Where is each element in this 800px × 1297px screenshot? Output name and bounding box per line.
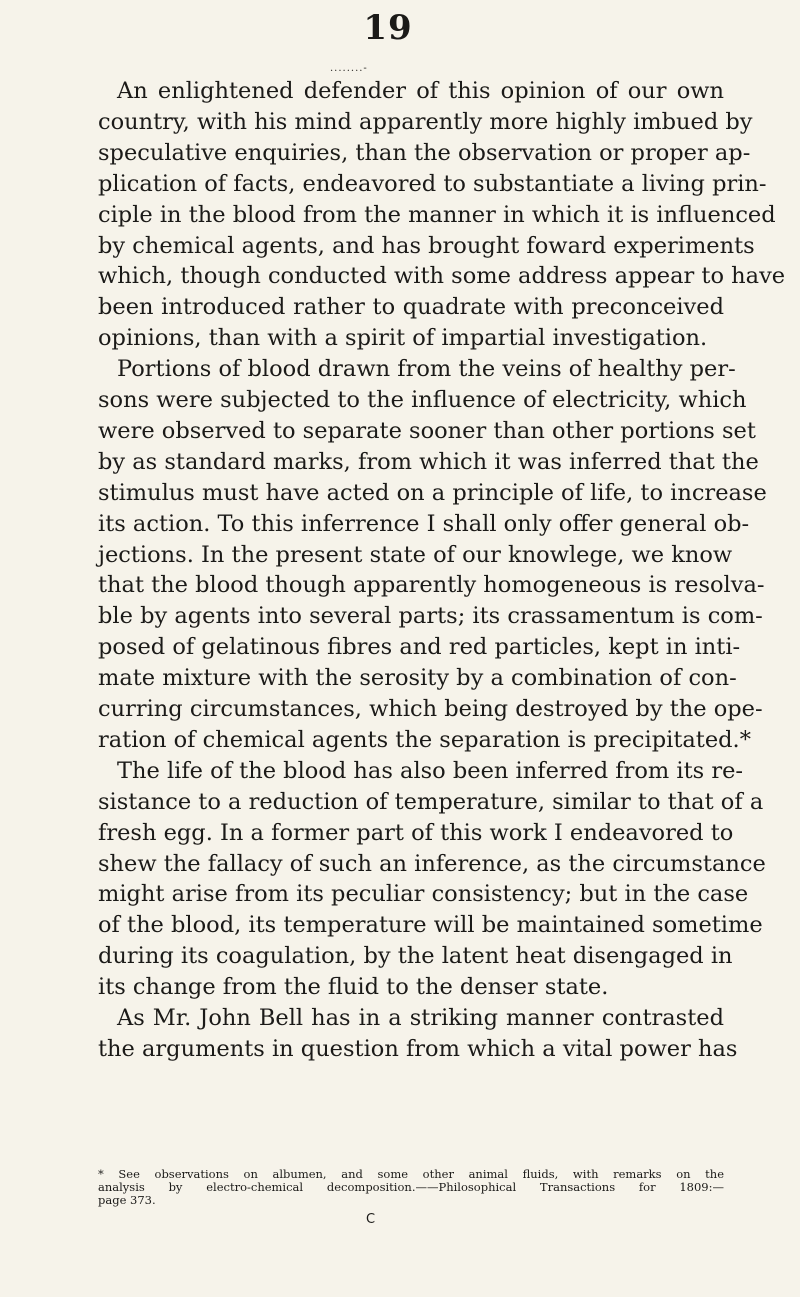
text-line: were observed to separate sooner than other portions set <box>98 417 756 444</box>
text-line: ciple in the blood from the manner in which it is influenced <box>98 201 776 228</box>
text-line: country, with his mind apparently more highly imbued by <box>98 108 753 135</box>
text-line: that the blood though apparently homogeneous is resolva- <box>98 572 765 599</box>
footnote-line: page 373. <box>98 1193 156 1207</box>
text-line: curring circumstances, which being destroyed by the ope- <box>98 696 763 722</box>
text-line: its change from the fluid to the denser state. <box>98 974 609 1001</box>
text-line: ble by agents into several parts; its crassamentum is com- <box>98 603 763 630</box>
text-line: The life of the blood has also been inferred from its re- <box>117 757 744 784</box>
text-line: jections. In the present state of our knowlege, we know <box>98 541 733 568</box>
page-number: 19 <box>363 8 413 48</box>
footnote-line: * See observations on albumen, and some other animal fluids, with remarks on the <box>98 1167 724 1181</box>
text-line: opinions, than with a spirit of impartial investigation. <box>98 325 708 352</box>
text-line: shew the fallacy of such an inference, as the circumstance <box>98 850 766 877</box>
text-line: its action. To this inferrence I shall only offer general ob- <box>98 510 750 537</box>
text-line: sons were subjected to the influence of electricity, which <box>98 387 747 413</box>
text-line: mate mixture with the serosity by a combination of con- <box>98 665 737 692</box>
text-line: of the blood, its temperature will be maintained sometime <box>98 912 763 939</box>
text-line: As Mr. John Bell has in a striking manner contrasted <box>117 1005 724 1031</box>
text-line: been introduced rather to quadrate with preconceived <box>98 294 724 321</box>
text-line: during its coagulation, by the latent heat disengaged in <box>98 943 733 970</box>
header-ornament: ........- <box>330 66 368 72</box>
footnote-line: analysis by electro-chemical decomposition.——Philosophical Transactions for 1809:— <box>98 1180 724 1194</box>
text-line: by chemical agents, and has brought foward experiments <box>98 232 755 259</box>
text-line: fresh egg. In a former part of this work I endeavored to <box>98 819 734 846</box>
text-line: Portions of blood drawn from the veins of healthy per- <box>117 356 736 383</box>
text-line: speculative enquiries, than the observation or proper ap- <box>98 139 751 166</box>
text-line: plication of facts, endeavored to substantiate a living prin- <box>98 170 767 197</box>
text-line: ration of chemical agents the separation is precipitated.* <box>98 726 751 753</box>
text-line: which, though conducted with some address appear to have <box>98 263 786 290</box>
text-line: An enlightened defender of this opinion of our own <box>117 78 724 104</box>
text-line: by as standard marks, from which it was inferred that the <box>98 448 759 475</box>
text-line: the arguments in question from which a vital power has <box>98 1035 738 1062</box>
signature-mark: C <box>366 1212 376 1227</box>
text-line: posed of gelatinous fibres and red particles, kept in inti- <box>98 634 741 661</box>
text-line: might arise from its peculiar consistency; but in the case <box>98 881 749 908</box>
text-line: stimulus must have acted on a principle of life, to increase <box>98 479 767 506</box>
text-line: sistance to a reduction of temperature, similar to that of a <box>98 788 764 815</box>
